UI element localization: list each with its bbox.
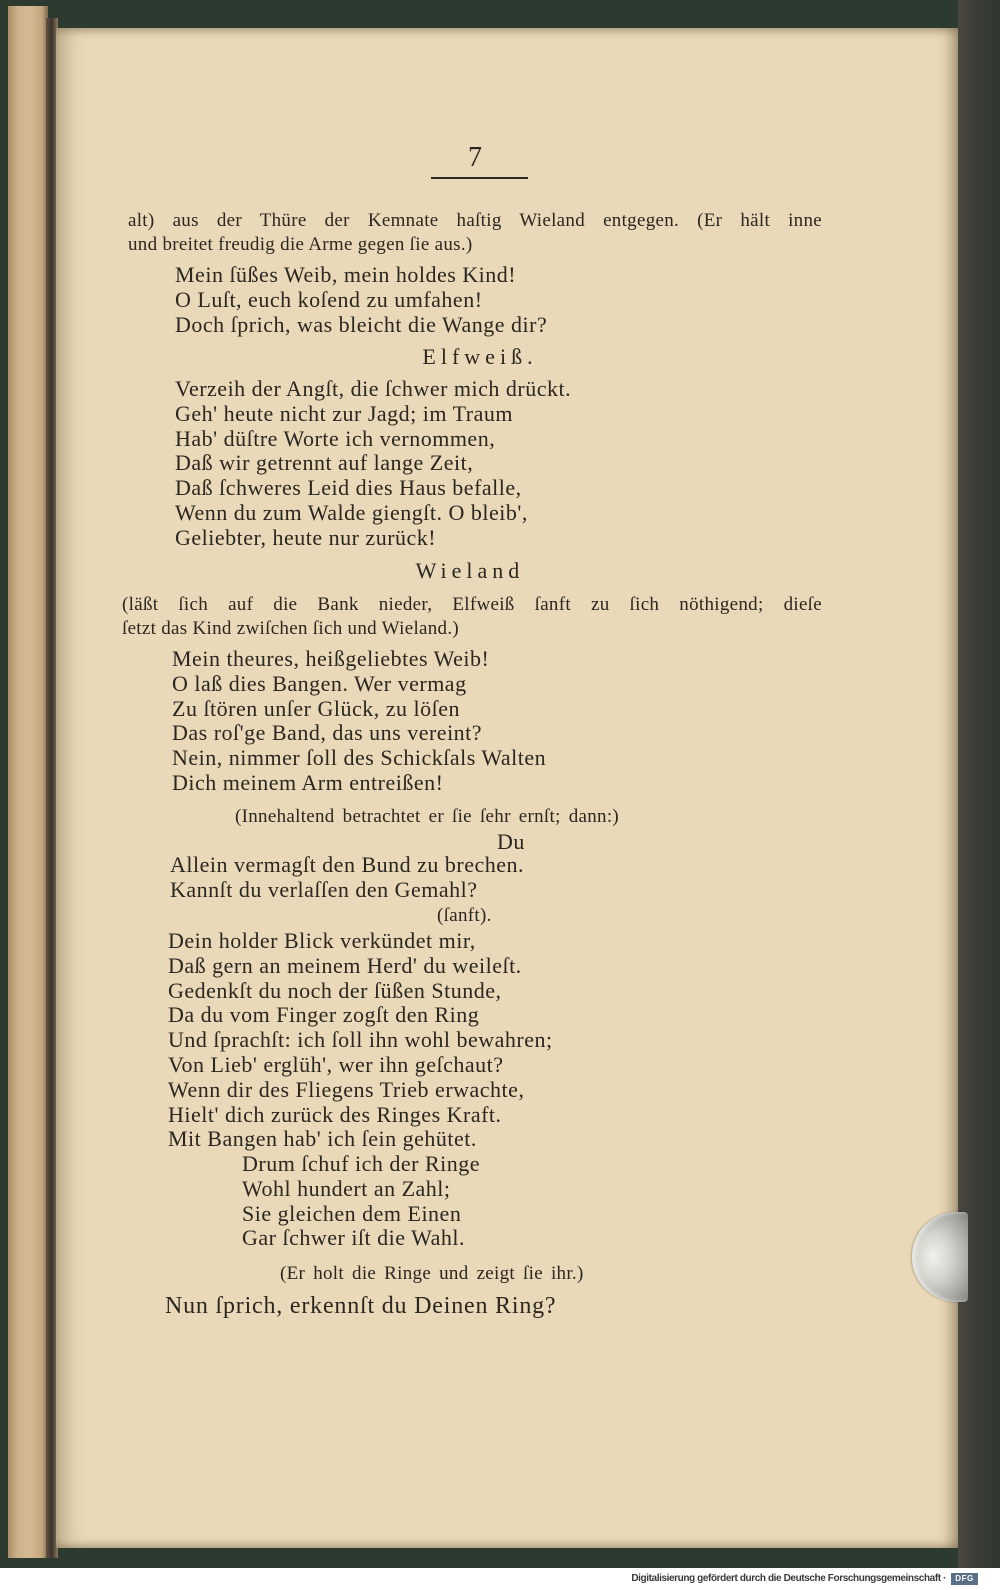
verse-line: Allein vermagſt den Bund zu brechen.: [170, 852, 525, 877]
stage-direction: [122, 592, 822, 640]
verse-line: Mein ſüßes Weib, mein holdes Kind!: [175, 262, 517, 287]
verse-block: [172, 647, 546, 796]
verse-line: O laß dies Bangen. Wer vermag: [172, 670, 467, 696]
verse-line: O Luſt, euch koſend zu umfahen!: [175, 286, 483, 312]
verse-block: [175, 263, 547, 337]
stage-direction: (Innehaltend betrachtet er ſie ſehr ernſt; dann:): [235, 806, 620, 827]
stage-direction: (Er holt die Ringe und zeigt ſie ihr.): [280, 1263, 584, 1284]
verse-line: Und ſprachſt: ich ſoll ihn wohl bewahren;: [168, 1027, 553, 1053]
stage-direction: [128, 209, 822, 257]
verse-line: Wohl hundert an Zahl;: [242, 1175, 451, 1201]
verse-line: Gedenkſt du noch der ſüßen Stunde,: [168, 977, 502, 1003]
verse-line: Daß ſchweres Leid dies Haus befalle,: [175, 475, 522, 501]
verse-line: Von Lieb' erglüh', wer ihn geſchaut?: [168, 1051, 504, 1077]
verse-line: Sie gleichen dem Einen: [242, 1200, 462, 1226]
scanner-bed-edge: [958, 0, 1000, 1568]
verse-line: Drum ſchuf ich der Ringe: [242, 1151, 481, 1176]
stage-direction-line: (läßt ſich auf die Bank nieder, Elfweiß ſanft zu ſich nöthigend; dieſe: [122, 594, 822, 615]
verse-line: Gar ſchwer iſt die Wahl.: [242, 1225, 466, 1251]
verse-line: Mein theures, heißgeliebtes Weib!: [172, 646, 490, 671]
verse-line: Hielt' dich zurück des Ringes Kraft.: [168, 1101, 502, 1127]
song-block: [242, 1152, 480, 1251]
verse-block: [175, 377, 571, 551]
verse-block: [168, 929, 553, 1152]
digitization-credit: Digitalisierung gefördert durch die Deutsche Forschungsgemeinschaft ·: [631, 1573, 946, 1584]
verse-line: Verzeih der Angſt, die ſchwer mich drückt.: [175, 376, 572, 401]
verse-line: Du: [497, 829, 525, 854]
verse-line: Doch ſprich, was bleicht die Wange dir?: [175, 311, 548, 337]
digitization-footer: [0, 1568, 1000, 1590]
stage-direction-line: alt) aus der Thüre der Kemnate haſtig Wieland entgegen. (Er hält inne: [128, 210, 822, 231]
verse-line: Wenn dir des Fliegens Trieb erwachte,: [168, 1076, 525, 1102]
verse-line: Da du vom Finger zogſt den Ring: [168, 1002, 480, 1028]
verse-line: Hab' düſtre Worte ich vernommen,: [175, 425, 496, 451]
verse-line: Dein holder Blick verkündet mir,: [168, 928, 476, 953]
speaker-name: Wieland: [415, 558, 525, 583]
verse-line: Daß gern an meinem Herd' du weileſt.: [168, 952, 522, 978]
speaker-name: Elfweiß.: [422, 344, 538, 369]
verse-line: Dich meinem Arm entreißen!: [172, 769, 444, 795]
stage-direction: (ſanft).: [437, 905, 492, 926]
verse-line: Kannſt du verlaſſen den Gemahl?: [170, 876, 478, 902]
verse-line: Mit Bangen hab' ich ſein gehütet.: [168, 1126, 477, 1152]
stage-direction-line: ſetzt das Kind zwiſchen ſich und Wieland.): [122, 618, 460, 639]
verse-line: Nein, nimmer ſoll des Schickſals Walten: [172, 745, 547, 771]
verse-line: Das roſ'ge Band, das uns vereint?: [172, 720, 483, 746]
page-number-rule: [431, 177, 528, 179]
verse-line: Daß wir getrennt auf lange Zeit,: [175, 450, 474, 476]
verse-line: Geliebter, heute nur zurück!: [175, 524, 437, 550]
verse-block: [170, 853, 524, 903]
dfg-logo: DFG: [951, 1573, 978, 1585]
stage-direction-line: und breitet freudig die Arme gegen ſie aus.): [128, 234, 473, 255]
verse-line: Wenn du zum Walde giengſt. O bleib',: [175, 499, 528, 525]
page-number: 7: [468, 142, 482, 173]
verse-line: Geh' heute nicht zur Jagd; im Traum: [175, 400, 513, 426]
verse-line: Zu ſtören unſer Glück, zu löſen: [172, 695, 460, 721]
previous-page-edge: [8, 6, 48, 1558]
verse-line: Nun ſprich, erkennſt du Deinen Ring?: [165, 1293, 557, 1319]
